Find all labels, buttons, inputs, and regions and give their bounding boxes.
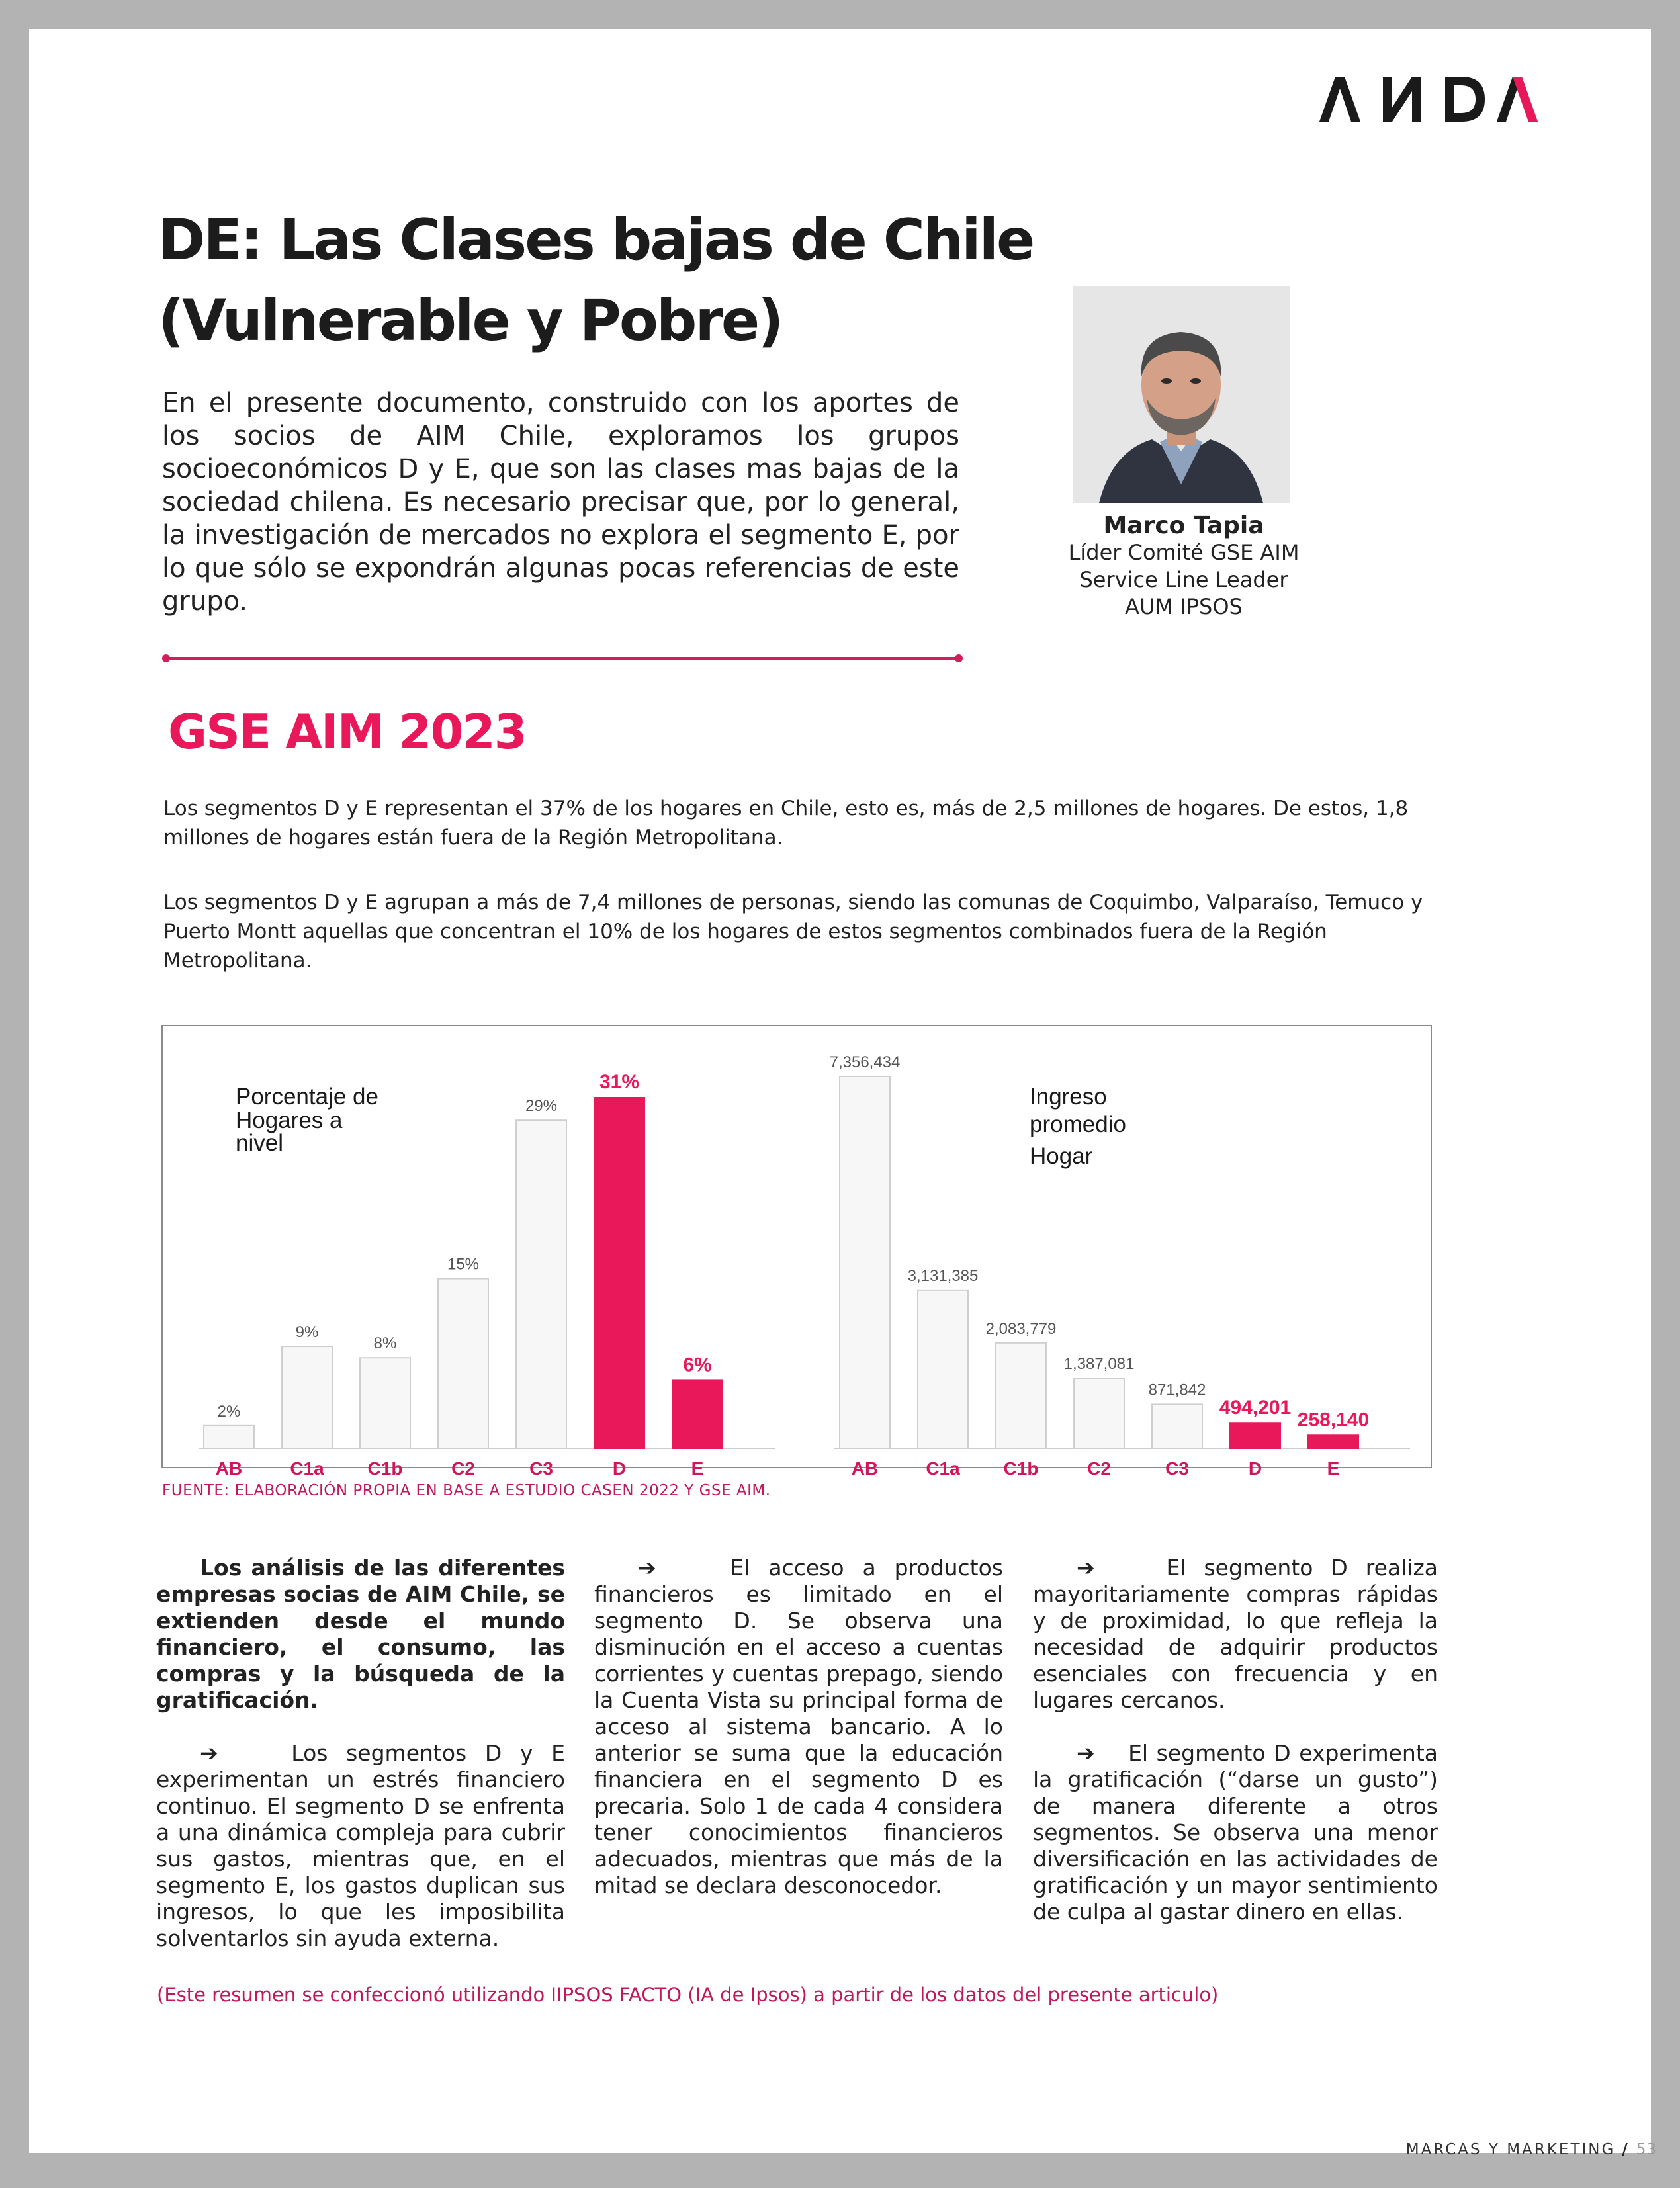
category-label: D	[612, 1458, 627, 1479]
page-footer	[1319, 2141, 1657, 2158]
arrow-icon: ➔	[200, 1740, 218, 1766]
bullet-paragraph	[594, 1555, 1003, 1899]
analysis-columns	[156, 1555, 1440, 1978]
bar-charts	[163, 1026, 1431, 1479]
body-paragraph: Los segmentos D y E agrupan a más de 7,4 millones de personas, siendo las comunas de Coquimbo, Valparaíso, Temuco y Puerto Montt aquellas que concentran el 10% de los hogares de estos segmentos combinados fuera de la Región Metropolitana.	[163, 891, 1423, 973]
category-label: C1a	[926, 1458, 960, 1479]
data-label: 8%	[373, 1335, 397, 1353]
page	[29, 29, 1657, 2158]
author-name: Marco Tapia	[1103, 512, 1264, 539]
bar-c2	[438, 1279, 488, 1448]
data-label: 1,387,081	[1063, 1355, 1135, 1374]
data-label: 29%	[525, 1097, 558, 1116]
data-label: 6%	[683, 1354, 712, 1376]
body-paragraph: Los segmentos D y E representan el 37% de los hogares en Chile, esto es, más de 2,5 millones de hogares. De estos, 1,8 millones de hogares están fuera de la Región Metropolitana.	[163, 797, 1409, 850]
anda-logo-mark	[1319, 73, 1538, 126]
data-label: 871,842	[1148, 1381, 1206, 1399]
data-label: 31%	[599, 1071, 640, 1093]
category-label: AB	[215, 1458, 243, 1479]
data-label: 494,201	[1219, 1397, 1292, 1419]
chart-title-line: Porcentaje de	[236, 1084, 378, 1110]
author-role: Líder Comité GSE AIM	[1068, 540, 1300, 565]
category-label: C1a	[290, 1458, 324, 1479]
category-label: D	[1248, 1458, 1262, 1479]
arrow-icon: ➔	[638, 1555, 656, 1581]
category-label: C2	[451, 1458, 475, 1479]
data-label: 2,083,779	[985, 1319, 1057, 1338]
footer-section: MARCAS Y MARKETING	[1405, 2141, 1616, 2158]
bullet-text: El segmento D experimenta la gratificación (“darse un gusto”) de manera diferente a otros segmentos. Se observa una menor diversificación en las actividades de gratificación y un mayor sentimiento de culpa al gastar dinero en ellas.	[1033, 1740, 1438, 1925]
anda-logo	[1319, 73, 1538, 126]
intro-paragraph: En el presente documento, construido con los aportes de los socios de AIM Chile, exploramos los grupos socioeconómicos D y E, que son las clases mas bajas de la sociedad chilena. Es necesario precisar que, por lo general, la investigación de mercados no explora el segmento E, por lo que sólo se expondrán algunas pocas referencias de este grupo.	[162, 388, 959, 617]
data-label: 258,140	[1297, 1409, 1370, 1431]
chart-title-line: Hogar	[1030, 1143, 1093, 1169]
bar-ab	[840, 1076, 890, 1448]
source-note: FUENTE: ELABORACIÓN PROPIA EN BASE A ESTUDIO CASEN 2022 Y GSE AIM.	[162, 1482, 771, 1499]
category-label: C3	[529, 1458, 553, 1479]
bar-c1a	[918, 1290, 968, 1448]
category-label: C2	[1087, 1458, 1111, 1479]
bar-c2	[1074, 1378, 1124, 1448]
section-title: GSE AIM 2023	[168, 704, 526, 760]
data-label: 9%	[295, 1323, 319, 1342]
column-3	[1033, 1555, 1438, 1952]
category-label: C1b	[367, 1458, 403, 1479]
bar-d	[1230, 1423, 1280, 1448]
author-role: Service Line Leader	[1079, 567, 1288, 592]
data-label: 15%	[447, 1255, 480, 1274]
bar-c1b	[996, 1343, 1046, 1448]
chart-title-line: nivel	[236, 1130, 283, 1156]
author-photo	[1073, 286, 1290, 503]
bullet-paragraph	[156, 1740, 565, 1952]
summary-note: (Este resumen se confeccionó utilizando IIPSOS FACTO (IA de Ipsos) a partir de los datos del presente articulo)	[157, 1984, 1219, 2006]
bar-d	[594, 1098, 644, 1448]
chart-title-line: Ingreso	[1030, 1084, 1107, 1110]
bar-c3	[1152, 1404, 1202, 1448]
chart-title-line: Hogares a	[236, 1108, 343, 1133]
author-block	[995, 512, 1372, 621]
lead-paragraph: Los análisis de las diferentes empresas socias de AIM Chile, se extienden desde el mundo financiero, el consumo, las compras y la búsqueda de la gratificación.	[156, 1555, 565, 1713]
bullet-paragraph	[1033, 1740, 1438, 1925]
data-label: 7,356,434	[829, 1053, 901, 1071]
charts-panel	[161, 1025, 1432, 1479]
bar-ab	[204, 1426, 254, 1448]
data-label: 3,131,385	[907, 1266, 979, 1285]
bar-c1b	[360, 1358, 410, 1448]
bar-e	[1308, 1435, 1358, 1448]
category-label: AB	[851, 1458, 879, 1479]
arrow-icon: ➔	[1077, 1740, 1095, 1766]
bar-e	[672, 1380, 723, 1448]
chart-title-line: promedio	[1030, 1112, 1126, 1137]
author-company: AUM IPSOS	[1125, 594, 1243, 619]
page-title: DE: Las Clases bajas de Chile (Vulnerable y Pobre)	[158, 207, 1034, 354]
bullet-paragraph	[1033, 1555, 1438, 1714]
bullet-text: El segmento D realiza mayoritariamente compras rápidas y de proximidad, lo que refleja la necesidad de adquirir productos esenciales con frecuencia y en lugares cercanos.	[1033, 1555, 1438, 1713]
category-label: E	[691, 1458, 704, 1479]
category-label: C1b	[1003, 1458, 1039, 1479]
category-label: C3	[1165, 1458, 1189, 1479]
divider-line	[166, 657, 959, 660]
bullet-text: El acceso a productos financieros es limitado en el segmento D. Se observa una disminución en el acceso a cuentas corrientes y cuentas prepago, siendo la Cuenta Vista su principal forma de acceso al sistema bancario. A lo anterior se suma que la educación financiera en el segmento D es precaria. Solo 1 de cada 4 considera tener conocimientos financieros adecuados, mientras que más de la mitad se declara desconocedor.	[594, 1555, 1003, 1898]
arrow-icon: ➔	[1077, 1555, 1095, 1581]
page-number: 53	[1636, 2141, 1657, 2158]
bar-c3	[516, 1120, 566, 1448]
footer-separator: /	[1622, 2141, 1630, 2158]
data-label: 2%	[217, 1402, 241, 1421]
bar-c1a	[282, 1346, 332, 1448]
bullet-text: Los segmentos D y E experimentan un estrés financiero continuo. El segmento D se enfrenta a una dinámica compleja para cubrir sus gastos, mientras que, en el segmento E, los gastos duplican sus ingresos, lo que les imposibilita solventarlos sin ayuda externa.	[156, 1740, 565, 1951]
column-1	[156, 1555, 565, 1978]
category-label: E	[1327, 1458, 1340, 1479]
column-2	[594, 1555, 1003, 1925]
